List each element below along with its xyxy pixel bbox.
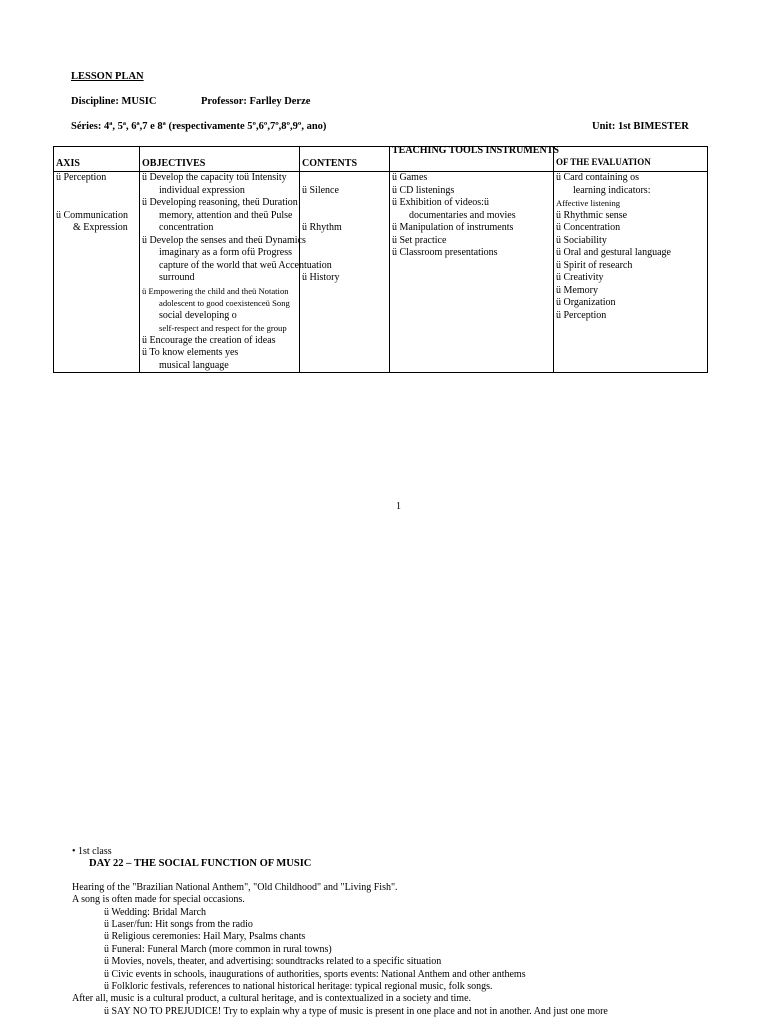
content-item: ü Silence	[302, 184, 339, 196]
series-label: Séries: 4ª, 5ª, 6ª,7 e 8ª (respectivamente 5º,6º,7º,8º,9º, ano)	[71, 121, 327, 132]
evaluation-item: ü Organization	[556, 297, 616, 308]
evaluation-item: ü Oral and gestural language	[556, 247, 671, 258]
teaching-tools-column	[392, 172, 552, 260]
objective-line: social developing o	[159, 309, 237, 321]
evaluation-column	[556, 172, 706, 322]
objective-line: ü Empowering the child and theü Notation	[142, 285, 289, 296]
body-line: ü Civic events in schools, inaugurations of authorities, sports events: National Anthem and other anthems	[104, 968, 526, 980]
axis-item: ü Perception	[56, 172, 107, 183]
header-contents: CONTENTS	[302, 158, 358, 169]
header-teaching-tools: TEACHING TOOLS INSTRUMENTS	[392, 145, 559, 156]
objective-line: capture of the world that weü Accentuation	[159, 259, 332, 271]
tool-item: ü Set practice	[392, 234, 447, 246]
objective-line: ü To know elements yes	[142, 347, 239, 358]
tool-item: ü Manipulation of instruments	[392, 222, 514, 233]
body-line: After all, music is a cultural product, a cultural heritage, and is contextualized in a society and time.	[72, 993, 472, 1005]
objective-line: imaginary as a form ofü Progress	[159, 247, 293, 258]
evaluation-item: ü Concentration	[556, 222, 621, 233]
header-evaluation: OF THE EVALUATION	[556, 157, 651, 167]
axis-item: & Expression	[73, 222, 128, 233]
content-item: ü Rhythm	[302, 222, 342, 233]
objective-line: concentration	[159, 222, 214, 233]
professor-label: Professor: Farlley Derze	[201, 96, 311, 107]
discipline-label: Discipline: MUSIC	[71, 96, 157, 107]
evaluation-item: Affective listening	[556, 198, 621, 208]
objective-line: adolescent to good coexistenceü Song	[159, 298, 290, 308]
objective-line: musical language	[159, 359, 229, 371]
objective-line: self-respect and respect for the group	[159, 323, 287, 333]
body-line: Hearing of the "Brazilian National Anthem", "Old Childhood" and "Living Fish".	[72, 881, 398, 893]
objective-line: ü Develop the senses and theü Dynamics	[142, 234, 306, 246]
class-bullet: • 1st class	[72, 846, 112, 857]
evaluation-item: ü Sociability	[556, 234, 607, 246]
axis-column	[56, 172, 138, 235]
objective-line: memory, attention and theü Pulse	[159, 209, 293, 221]
body-line: ü Wedding: Bridal March	[104, 906, 207, 918]
objective-line: ü Encourage the creation of ideas	[142, 334, 276, 346]
content-item: ü History	[302, 272, 340, 283]
header-objectives: OBJECTIVES	[142, 158, 206, 169]
objective-line: ü Develop the capacity toü Intensity	[142, 172, 287, 183]
body-line: ü SAY NO TO PREJUDICE! Try to explain why a type of music is present in one place and not in another. And just one more	[104, 1005, 608, 1017]
body-line: ü Movies, novels, theater, and advertising: soundtracks related to a specific situation	[104, 956, 442, 968]
evaluation-item: ü Card containing os	[556, 172, 640, 183]
contents-column	[302, 185, 388, 285]
tool-item: ü Classroom presentations	[392, 247, 498, 258]
axis-item: ü Communication	[56, 209, 128, 221]
page-number: 1	[396, 501, 401, 512]
evaluation-item: ü Rhythmic sense	[556, 209, 628, 221]
class-section	[72, 846, 608, 1018]
objective-line: ü Developing reasoning, theü Duration	[142, 197, 298, 208]
objective-line: individual expression	[159, 184, 245, 196]
day-title: DAY 22 – THE SOCIAL FUNCTION OF MUSIC	[89, 858, 312, 870]
evaluation-item: ü Creativity	[556, 272, 604, 283]
tool-item: ü CD listenings	[392, 184, 455, 196]
body-line: ü Religious ceremonies: Hail Mary, Psalms chants	[104, 931, 306, 943]
document-title: LESSON PLAN	[71, 71, 144, 82]
body-line: ü Folkloric festivals, references to national historical heritage: typical regional music, folk songs.	[104, 981, 493, 993]
unit-label: Unit: 1st BIMESTER	[592, 121, 689, 132]
tool-item: ü Games	[392, 172, 428, 183]
evaluation-item: learning indicators:	[573, 184, 651, 196]
body-line: A song is often made for special occasions.	[72, 894, 245, 906]
tool-item: documentaries and movies	[409, 209, 516, 221]
tool-item: ü Exhibition of videos:ü	[392, 197, 489, 208]
evaluation-item: ü Perception	[556, 309, 607, 321]
body-line: ü Funeral: Funeral March (more common in rural towns)	[104, 943, 332, 955]
body-line: ü Laser/fun: Hit songs from the radio	[104, 919, 253, 931]
header-axis: AXIS	[56, 158, 80, 169]
evaluation-item: ü Memory	[556, 284, 598, 296]
objective-line: surround	[159, 272, 195, 283]
evaluation-item: ü Spirit of research	[556, 259, 633, 271]
